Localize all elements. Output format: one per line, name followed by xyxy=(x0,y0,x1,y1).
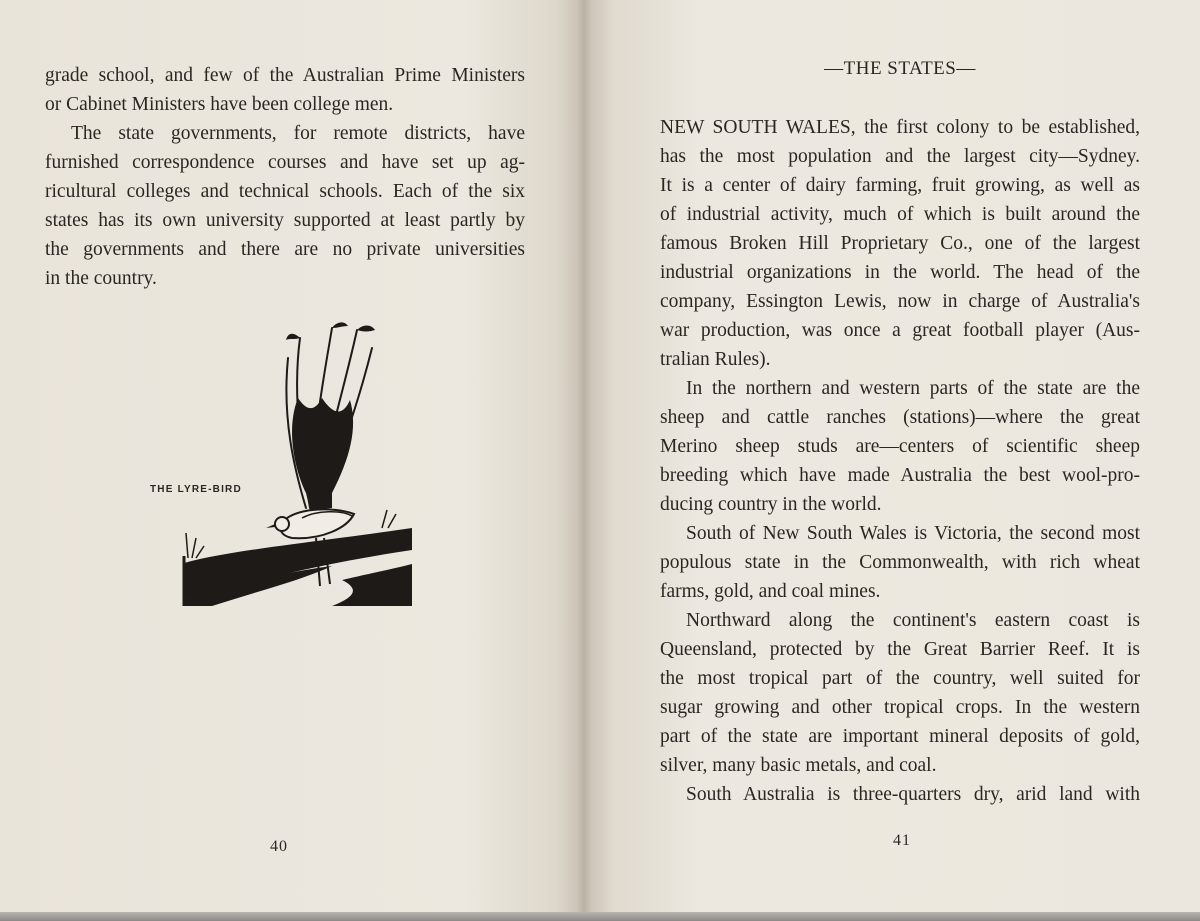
text-line: of industrial activity, much of which is built around the xyxy=(660,204,1140,225)
text-line: ducing country in the world. xyxy=(660,494,882,515)
text-line: ricultural colleges and technical schools. Each of the six xyxy=(45,181,525,202)
text-line: farms, gold, and coal mines. xyxy=(660,581,881,602)
text-line: In the northern and western parts of the state are the xyxy=(686,378,1140,399)
text-line: It is a center of dairy farming, fruit growing, as well as xyxy=(660,175,1140,196)
text-line: Northward along the continent's eastern coast is xyxy=(686,610,1140,631)
text-line: The state governments, for remote districts, have xyxy=(71,123,525,144)
text-line: breeding which have made Australia the best wool-pro- xyxy=(660,465,1140,486)
page-number-right: 41 xyxy=(893,832,911,849)
text-line: part of the state are important mineral deposits of gold, xyxy=(660,726,1140,747)
text-line: famous Broken Hill Proprietary Co., one of the largest xyxy=(660,233,1140,254)
text-line: company, Essington Lewis, now in charge of Australia's xyxy=(660,291,1140,312)
text-line: war production, was once a great football player (Aus- xyxy=(660,320,1140,341)
illustration-caption: THE LYRE-BIRD xyxy=(150,484,242,495)
running-head: —THE STATES— xyxy=(824,58,976,79)
text-line: has the most population and the largest city—Sydney. xyxy=(660,146,1140,167)
left-page-body xyxy=(45,61,525,293)
text-line: or Cabinet Ministers have been college men. xyxy=(45,94,394,115)
text-line: grade school, and few of the Australian Prime Ministers xyxy=(45,65,525,86)
text-line: South Australia is three-quarters dry, arid land with xyxy=(686,784,1140,805)
text-line: in the country. xyxy=(45,268,157,289)
text-line: South of New South Wales is Victoria, the second most xyxy=(686,523,1140,544)
page-number-left: 40 xyxy=(270,838,288,855)
text-line: sheep and cattle ranches (stations)—where the great xyxy=(660,407,1140,428)
scan-bottom-edge xyxy=(0,912,1200,921)
text-line: silver, many basic metals, and coal. xyxy=(660,755,937,776)
text-line: Queensland, protected by the Great Barrier Reef. It is xyxy=(660,639,1140,660)
text-line: tralian Rules). xyxy=(660,349,771,370)
text-line: the governments and there are no private universities xyxy=(45,239,525,260)
text-line: Merino sheep studs are—centers of scientific sheep xyxy=(660,436,1140,457)
text-line: the most tropical part of the country, well suited for xyxy=(660,668,1140,689)
book-gutter xyxy=(576,0,592,912)
right-page-body xyxy=(660,113,1140,809)
text-line: states has its own university supported at least partly by xyxy=(45,210,525,231)
text-line: industrial organizations in the world. The head of the xyxy=(660,262,1140,283)
text-line: populous state in the Commonwealth, with rich wheat xyxy=(660,552,1140,573)
text-line: sugar growing and other tropical crops. In the western xyxy=(660,697,1140,718)
text-line: NEW SOUTH WALES, the first colony to be established, xyxy=(660,117,1140,138)
lyre-bird-illustration xyxy=(182,318,412,608)
text-line: furnished correspondence courses and have set up ag- xyxy=(45,152,525,173)
